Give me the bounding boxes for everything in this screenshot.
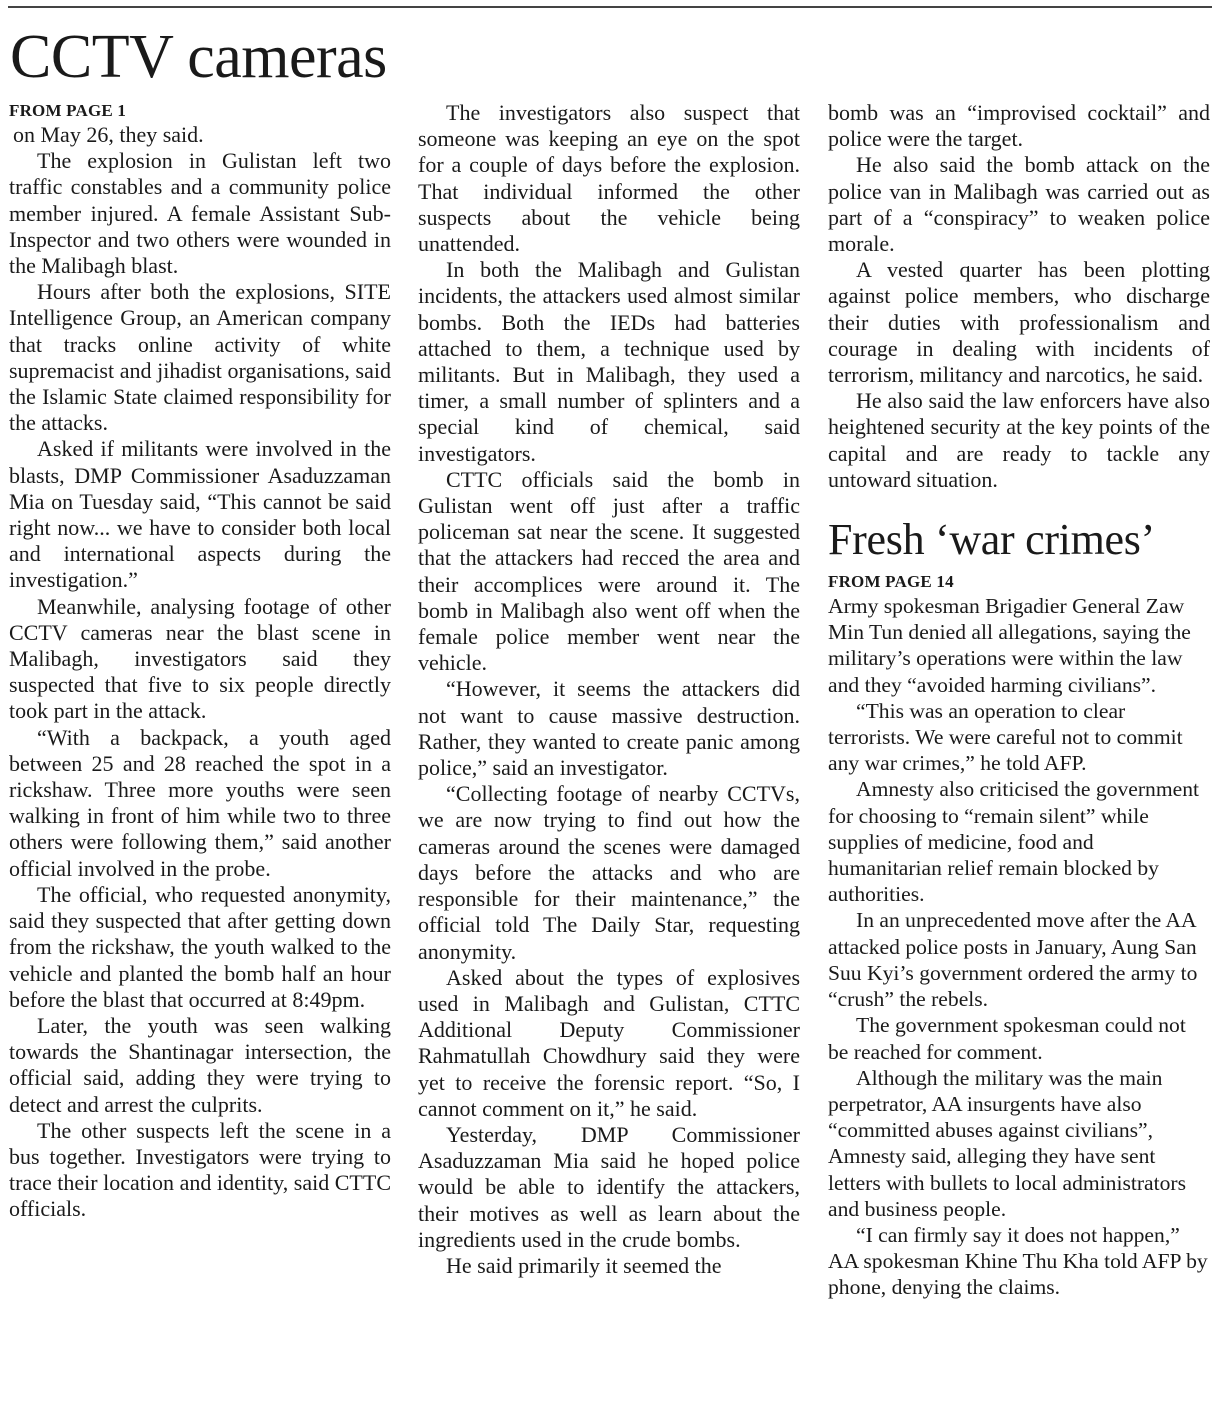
paragraph: Meanwhile, analysing footage of other CCTV cameras near the blast scene in Malibagh, investigators said they suspected that five to six people directly took part in the attack. (9, 593, 391, 724)
paragraph: “This was an operation to clear terrorists. We were careful not to commit any war crimes,” he told AFP. (828, 698, 1183, 776)
paragraph: Yesterday, DMP Commissioner Asaduzzaman Mia said he hoped police would be able to identify the attackers, their motives as well as learn about the ingredients used in the crude bombs. (418, 1121, 800, 1252)
paragraph: Although the military was the main perpetrator, AA insurgents have also “committed abuses against civilians”, Amnesty said, alleging they have sent letters with bullets to local administrators and business people. (828, 1065, 1187, 1221)
paragraph: He said primarily it seemed the (446, 1252, 722, 1278)
story2-kicker: FROM PAGE 14 (828, 572, 954, 592)
column-3 (828, 100, 1210, 1301)
story2 (828, 515, 1210, 1300)
paragraph: Asked if militants were involved in the blasts, DMP Commissioner Asaduzzaman Mia on Tuesday said, “This cannot be said right now... we have to consider both local and international aspects during the investigation.” (9, 436, 391, 593)
paragraph: Later, the youth was seen walking towards the Shantinagar intersection, the official said, adding they were trying to detect and arrest the culprits. (9, 1012, 391, 1117)
paragraph: In an unprecedented move after the AA attacked police posts in January, Aung San Suu Kyi’s government ordered the army to “crush” the rebels. (828, 908, 1198, 1012)
column-1 (9, 100, 391, 1223)
paragraph: He also said the law enforcers have also heightened security at the key points of the capital and are ready to tackle any untoward situation. (828, 388, 1210, 492)
paragraph: Hours after both the explosions, SITE Intelligence Group, an American company that tracks online activity of white supremacist and jihadist organisations, said the Islamic State claimed responsibility for the attacks. (9, 279, 391, 436)
paragraph: The official, who requested anonymity, said they suspected that after getting down from the rickshaw, the youth walked to the vehicle and planted the bomb half an hour before the blast that occurred at 8:49pm. (9, 881, 391, 1012)
main-headline: CCTV cameras (10, 23, 387, 91)
paragraph: CTTC officials said the bomb in Gulistan went off just after a traffic policeman sat near the scene. It suggested that the attackers had recced the area and their accomplices were around it. The bomb in Malibagh also went off when the female police member went near the vehicle. (418, 466, 800, 676)
paragraph: The other suspects left the scene in a bus together. Investigators were trying to trace their location and identity, said CTTC officials. (9, 1117, 391, 1222)
top-rule (8, 6, 1212, 8)
paragraph: “With a backpack, a youth aged between 25 and 28 reached the spot in a rickshaw. Three more youths were seen walking in front of him while two to three others were following them,” said another official involved in the probe. (9, 724, 391, 881)
paragraph: bomb was an “improvised cocktail” and police were the target. (828, 100, 1210, 152)
column-2 (418, 100, 800, 1279)
paragraph: “Collecting footage of nearby CCTVs, we are now trying to find out how the cameras around the scenes were damaged days before the attacks and who are responsible for their maintenance,” the official told The Daily Star, requesting anonymity. (418, 781, 800, 964)
paragraph: The explosion in Gulistan left two traffic constables and a community police member injured. A female Assistant Sub-Inspector and two others were wounded in the Malibagh blast. (9, 148, 391, 279)
paragraph: Army spokesman Brigadier General Zaw Min Tun denied all allegations, saying the military’s operations were within the law and they “avoided harming civilians”. (828, 594, 1191, 697)
secondary-headline: Fresh ‘war crimes’ (828, 515, 1155, 565)
paragraph: A vested quarter has been plotting against police members, who discharge their duties with professionalism and courage in dealing with incidents of terrorism, militancy and narcotics, he said. (828, 257, 1210, 388)
paragraph: “I can firmly say it does not happen,” AA spokesman Khine Thu Kha told AFP by phone, denying the claims. (828, 1222, 1208, 1300)
paragraph: The investigators also suspect that someone was keeping an eye on the spot for a couple of days before the explosion. That individual informed the other suspects about the vehicle being unattended. (418, 100, 800, 257)
paragraph: In both the Malibagh and Gulistan incidents, the attackers used almost similar bombs. Both the IEDs had batteries attached to them, a technique used by militants. But in Malibagh, they used a timer, a small number of splinters and a special kind of chemical, said investigators. (418, 257, 800, 466)
paragraph: on May 26, they said. (13, 122, 204, 147)
paragraph: He also said the bomb attack on the police van in Malibagh was carried out as part of a “conspiracy” to weaken police morale. (828, 152, 1210, 257)
paragraph: “However, it seems the attackers did not want to cause massive destruction. Rather, they wanted to create panic among police,” said an investigator. (418, 676, 800, 781)
paragraph: Amnesty also criticised the government for choosing to “remain silent” while supplies of medicine, food and humanitarian relief remain blocked by authorities. (828, 777, 1200, 907)
story1-kicker: FROM PAGE 1 (9, 101, 127, 120)
paragraph: The government spokesman could not be reached for comment. (828, 1013, 1186, 1064)
paragraph: Asked about the types of explosives used in Malibagh and Gulistan, CTTC Additional Deputy Commissioner Rahmatullah Chowdhury said they were yet to receive the forensic report. “So, I cannot comment on it,” he said. (418, 964, 800, 1121)
